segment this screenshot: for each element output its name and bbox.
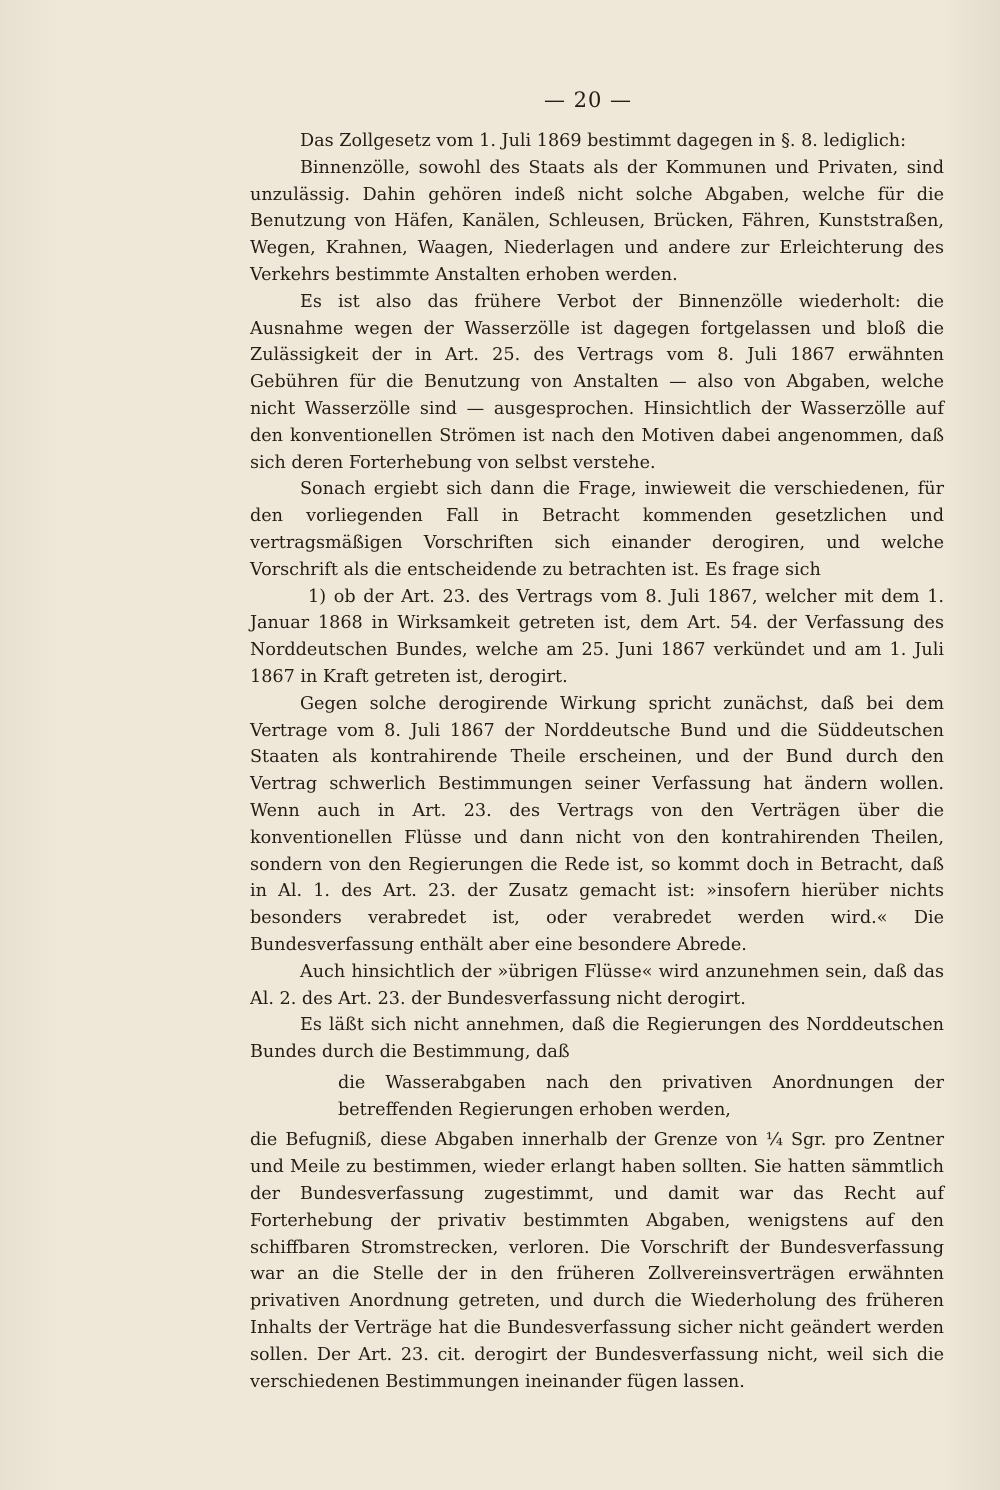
paragraph: Es läßt sich nicht annehmen, daß die Regierungen des Norddeutschen Bundes durch die Bestimmung, daß — [250, 1015, 944, 1063]
paragraph: Es ist also das frühere Verbot der Binnenzölle wiederholt: die Ausnahme wegen der Wasserzölle ist dagegen fortgelassen und bloß die Zulässigkeit der in Art. 25. des Vertrags vom 8. Juli 1867 erwähnten Gebühren für die Benutzung von Anstalten — also von Abgaben, welche nicht Wasserzölle sind — ausgesprochen. Hinsichtlich der Wasserzölle auf den konventionellen Strömen ist nach den Motiven dabei angenommen, daß sich deren Forterhebung von selbst verstehe. — [250, 291, 944, 473]
paragraph: die Befugniß, diese Abgaben innerhalb der Grenze von ¼ Sgr. pro Zentner und Meile zu bestimmen, wieder erlangt haben sollten. Sie hatten sämmtlich der Bundesverfassung zugestimmt, und damit war das Recht auf Forterhebung der privativ bestimmten Abgaben, wenigstens auf den schiffbaren Stromstrecken, verloren. Die Vorschrift der Bundesverfassung war an die Stelle der in den früheren Zollvereinsverträgen erwähnten privativen Anordnung getreten, und durch die Wiederholung des früheren Inhalts der Verträge hat die Bundesverfassung sicher nicht geändert werden sollen. Der Art. 23. cit. derogirt der Bundesverfassung nicht, weil sich die verschiedenen Bestimmungen ineinander fügen lassen. — [250, 1130, 944, 1392]
paragraph: Gegen solche derogirende Wirkung spricht zunächst, daß bei dem Vertrage vom 8. Juli 1867 der Norddeutsche Bund und die Süddeutschen Staaten als kontrahirende Theile erscheinen, und der Bund durch den Vertrag schwerlich Bestimmungen seiner Verfassung hat ändern wollen. Wenn auch in Art. 23. des Vertrags von den Verträgen über die konventionellen Flüsse und dann nicht von den kontrahirenden Theilen, sondern von den Regierungen die Rede ist, so kommt doch in Betracht, daß in Al. 1. des Art. 23. der Zusatz gemacht ist: »insofern hierüber nichts besonders verabredet ist, oder verabredet werden wird.« Die Bundesverfassung enthält aber eine besondere Abrede. — [250, 693, 944, 955]
body-text — [250, 128, 944, 1395]
page-number: — 20 — — [543, 88, 633, 112]
paragraph: Binnenzölle, sowohl des Staats als der Kommunen und Privaten, sind unzulässig. Dahin gehören indeß nicht solche Abgaben, welche für die Benutzung von Häfen, Kanälen, Schleusen, Brücken, Fähren, Kunststraßen, Wegen, Krahnen, Waagen, Niederlagen und andere zur Erleichterung des Verkehrs bestimmte Anstalten erhoben werden. — [250, 157, 944, 285]
paragraph: Das Zollgesetz vom 1. Juli 1869 bestimmt dagegen in §. 8. lediglich: — [300, 131, 907, 151]
paragraph: Auch hinsichtlich der »übrigen Flüsse« wird anzunehmen sein, daß das Al. 2. des Art. 23. der Bundesverfassung nicht derogirt. — [250, 961, 944, 1009]
list-item: 1) ob der Art. 23. des Vertrags vom 8. Juli 1867, welcher mit dem 1. Januar 1868 in Wirksamkeit getreten ist, dem Art. 54. der Verfassung des Norddeutschen Bundes, welche am 25. Juni 1867 verkündet und am 1. Juli 1867 in Kraft getreten ist, derogirt. — [250, 586, 944, 687]
paragraph: Sonach ergiebt sich dann die Frage, inwieweit die verschiedenen, für den vorliegenden Fall in Betracht kommenden gesetzlichen und vertragsmäßigen Vorschriften sich einander derogiren, und welche Vorschrift als die entscheidende zu betrachten ist. Es frage sich — [250, 479, 944, 580]
quoted-provision: die Wasserabgaben nach den privativen Anordnungen der betreffenden Regierungen erhoben werden, — [338, 1072, 944, 1120]
